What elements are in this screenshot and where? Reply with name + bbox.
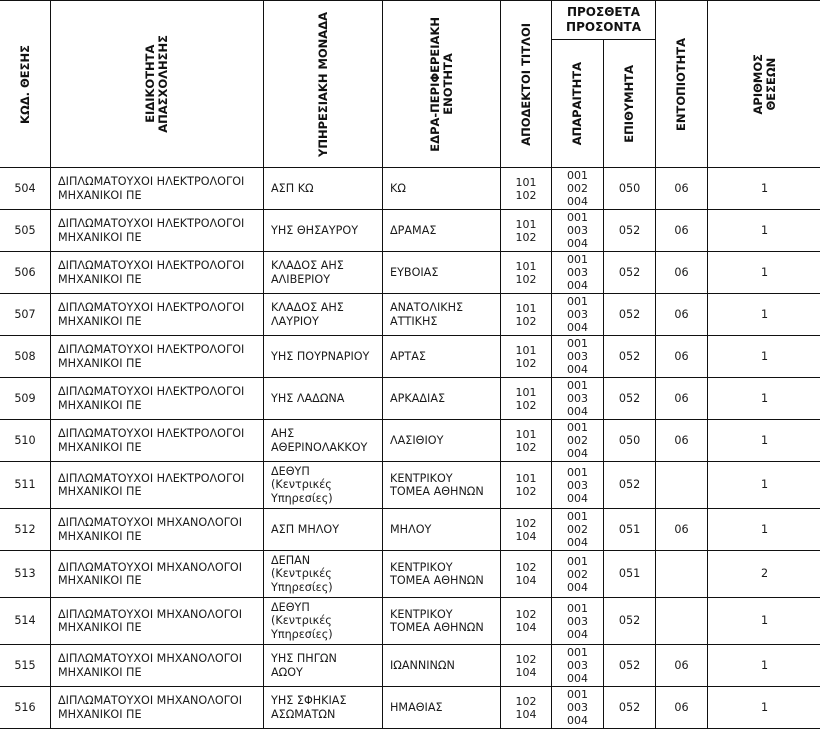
header-required bbox=[552, 40, 604, 168]
header-region bbox=[383, 1, 501, 168]
cell-unit: ΥΗΣ ΠΗΓΩΝ ΑΩΟΥ bbox=[264, 645, 383, 687]
cell-locality bbox=[656, 551, 708, 598]
cell-positions: 1 bbox=[708, 509, 820, 551]
cell-required: 001 002 004 bbox=[552, 168, 604, 210]
cell-required: 001 003 004 bbox=[552, 598, 604, 645]
cell-region: ΕΥΒΟΙΑΣ bbox=[383, 252, 501, 294]
cell-titles: 102 104 bbox=[501, 551, 552, 598]
cell-titles: 101 102 bbox=[501, 378, 552, 420]
cell-specialty: ΔΙΠΛΩΜΑΤΟΥΧΟΙ ΜΗΧΑΝΟΛΟΓΟΙ ΜΗΧΑΝΙΚΟΙ ΠΕ bbox=[51, 509, 264, 551]
header-specialty-label: ΕΙΔΙΚΟΤΗΤΑ ΑΠΑΣΧΟΛΗΣΗΣ bbox=[143, 35, 170, 133]
cell-positions: 1 bbox=[708, 252, 820, 294]
cell-code: 514 bbox=[0, 598, 51, 645]
cell-specialty: ΔΙΠΛΩΜΑΤΟΥΧΟΙ ΗΛΕΚΤΡΟΛΟΓΟΙ ΜΗΧΑΝΙΚΟΙ ΠΕ bbox=[51, 168, 264, 210]
cell-titles: 101 102 bbox=[501, 420, 552, 462]
cell-region: ΑΡΤΑΣ bbox=[383, 336, 501, 378]
cell-titles: 101 102 bbox=[501, 252, 552, 294]
cell-unit: ΑΣΠ ΚΩ bbox=[264, 168, 383, 210]
cell-positions: 1 bbox=[708, 645, 820, 687]
cell-specialty: ΔΙΠΛΩΜΑΤΟΥΧΟΙ ΗΛΕΚΤΡΟΛΟΓΟΙ ΜΗΧΑΝΙΚΟΙ ΠΕ bbox=[51, 462, 264, 509]
cell-region: ΔΡΑΜΑΣ bbox=[383, 210, 501, 252]
cell-specialty: ΔΙΠΛΩΜΑΤΟΥΧΟΙ ΜΗΧΑΝΟΛΟΓΟΙ ΜΗΧΑΝΙΚΟΙ ΠΕ bbox=[51, 598, 264, 645]
cell-required: 001 002 004 bbox=[552, 420, 604, 462]
cell-unit: ΔΕΠΑΝ (Κεντρικές Υπηρεσίες) bbox=[264, 551, 383, 598]
cell-titles: 101 102 bbox=[501, 294, 552, 336]
cell-code: 513 bbox=[0, 551, 51, 598]
cell-specialty: ΔΙΠΛΩΜΑΤΟΥΧΟΙ ΗΛΕΚΤΡΟΛΟΓΟΙ ΜΗΧΑΝΙΚΟΙ ΠΕ bbox=[51, 336, 264, 378]
table-row bbox=[0, 420, 820, 462]
cell-positions: 1 bbox=[708, 294, 820, 336]
header-desired bbox=[604, 40, 656, 168]
cell-locality bbox=[656, 598, 708, 645]
cell-unit: ΥΗΣ ΣΦΗΚΙΑΣ ΑΣΩΜΑΤΩΝ bbox=[264, 687, 383, 729]
cell-positions: 1 bbox=[708, 687, 820, 729]
table-row bbox=[0, 645, 820, 687]
cell-unit: ΚΛΑΔΟΣ ΑΗΣ ΛΑΥΡΙΟΥ bbox=[264, 294, 383, 336]
cell-code: 512 bbox=[0, 509, 51, 551]
cell-locality: 06 bbox=[656, 687, 708, 729]
header-titles bbox=[501, 1, 552, 168]
header-region-label: ΕΔΡΑ-ΠΕΡΙΦΕΡΕΙΑΚΗ ΕΝΟΤΗΤΑ bbox=[427, 16, 455, 152]
cell-region: ΚΕΝΤΡΙΚΟΥ ΤΟΜΕΑ ΑΘΗΝΩΝ bbox=[383, 462, 501, 509]
table-row bbox=[0, 687, 820, 729]
cell-region: ΜΗΛΟΥ bbox=[383, 509, 501, 551]
cell-required: 001 003 004 bbox=[552, 252, 604, 294]
header-code-label: ΚΩΔ. ΘΕΣΗΣ bbox=[17, 44, 32, 124]
cell-positions: 1 bbox=[708, 336, 820, 378]
cell-positions: 1 bbox=[708, 168, 820, 210]
cell-required: 001 003 004 bbox=[552, 378, 604, 420]
cell-specialty: ΔΙΠΛΩΜΑΤΟΥΧΟΙ ΜΗΧΑΝΟΛΟΓΟΙ ΜΗΧΑΝΙΚΟΙ ΠΕ bbox=[51, 645, 264, 687]
table-row bbox=[0, 378, 820, 420]
cell-unit: ΔΕΘΥΠ (Κεντρικές Υπηρεσίες) bbox=[264, 462, 383, 509]
header-positions-label: ΑΡΙΘΜΟΣ ΘΕΣΕΩΝ bbox=[750, 53, 778, 115]
cell-required: 001 002 004 bbox=[552, 509, 604, 551]
cell-locality: 06 bbox=[656, 645, 708, 687]
cell-region: ΛΑΣΙΘΙΟΥ bbox=[383, 420, 501, 462]
cell-unit: ΔΕΘΥΠ (Κεντρικές Υπηρεσίες) bbox=[264, 598, 383, 645]
header-unit-label: ΥΠΗΡΕΣΙΑΚΗ ΜΟΝΑΔΑ bbox=[315, 11, 330, 157]
cell-required: 001 003 004 bbox=[552, 210, 604, 252]
table-row bbox=[0, 294, 820, 336]
cell-locality: 06 bbox=[656, 210, 708, 252]
cell-titles: 101 102 bbox=[501, 462, 552, 509]
cell-titles: 102 104 bbox=[501, 645, 552, 687]
cell-titles: 101 102 bbox=[501, 168, 552, 210]
cell-region: ΚΩ bbox=[383, 168, 501, 210]
cell-positions: 1 bbox=[708, 598, 820, 645]
cell-specialty: ΔΙΠΛΩΜΑΤΟΥΧΟΙ ΗΛΕΚΤΡΟΛΟΓΟΙ ΜΗΧΑΝΙΚΟΙ ΠΕ bbox=[51, 420, 264, 462]
table-row bbox=[0, 598, 820, 645]
table-row bbox=[0, 509, 820, 551]
cell-desired: 052 bbox=[604, 378, 656, 420]
cell-locality: 06 bbox=[656, 420, 708, 462]
cell-unit: ΚΛΑΔΟΣ ΑΗΣ ΑΛΙΒΕΡΙΟΥ bbox=[264, 252, 383, 294]
cell-desired: 051 bbox=[604, 551, 656, 598]
header-desired-label: ΕΠΙΘΥΜΗΤΑ bbox=[622, 64, 636, 143]
cell-locality: 06 bbox=[656, 252, 708, 294]
header-required-label: ΑΠΑΡΑΙΤΗΤΑ bbox=[570, 61, 584, 146]
header-extra-qualifications: ΠΡΟΣΘΕΤΑ ΠΡΟΣΟΝΤΑ bbox=[552, 1, 656, 40]
cell-region: ΗΜΑΘΙΑΣ bbox=[383, 687, 501, 729]
cell-required: 001 003 004 bbox=[552, 687, 604, 729]
cell-region: ΑΝΑΤΟΛΙΚΗΣ ΑΤΤΙΚΗΣ bbox=[383, 294, 501, 336]
header-locality bbox=[656, 1, 708, 168]
table-body bbox=[0, 168, 820, 729]
cell-specialty: ΔΙΠΛΩΜΑΤΟΥΧΟΙ ΗΛΕΚΤΡΟΛΟΓΟΙ ΜΗΧΑΝΙΚΟΙ ΠΕ bbox=[51, 378, 264, 420]
cell-desired: 050 bbox=[604, 420, 656, 462]
cell-positions: 1 bbox=[708, 378, 820, 420]
cell-desired: 052 bbox=[604, 294, 656, 336]
cell-region: ΙΩΑΝΝΙΝΩΝ bbox=[383, 645, 501, 687]
table-row bbox=[0, 210, 820, 252]
cell-positions: 2 bbox=[708, 551, 820, 598]
cell-locality bbox=[656, 462, 708, 509]
cell-positions: 1 bbox=[708, 420, 820, 462]
header-locality-label: ΕΝΤΟΠΙΟΤΗΤΑ bbox=[674, 37, 689, 131]
cell-specialty: ΔΙΠΛΩΜΑΤΟΥΧΟΙ ΗΛΕΚΤΡΟΛΟΓΟΙ ΜΗΧΑΝΙΚΟΙ ΠΕ bbox=[51, 294, 264, 336]
cell-locality: 06 bbox=[656, 168, 708, 210]
table-row bbox=[0, 462, 820, 509]
cell-code: 507 bbox=[0, 294, 51, 336]
cell-code: 506 bbox=[0, 252, 51, 294]
cell-unit: ΥΗΣ ΠΟΥΡΝΑΡΙΟΥ bbox=[264, 336, 383, 378]
cell-code: 510 bbox=[0, 420, 51, 462]
cell-positions: 1 bbox=[708, 210, 820, 252]
cell-titles: 101 102 bbox=[501, 336, 552, 378]
cell-code: 515 bbox=[0, 645, 51, 687]
table-row bbox=[0, 551, 820, 598]
cell-code: 516 bbox=[0, 687, 51, 729]
cell-desired: 052 bbox=[604, 462, 656, 509]
cell-desired: 051 bbox=[604, 509, 656, 551]
cell-code: 511 bbox=[0, 462, 51, 509]
cell-required: 001 002 004 bbox=[552, 551, 604, 598]
cell-desired: 052 bbox=[604, 336, 656, 378]
cell-code: 504 bbox=[0, 168, 51, 210]
cell-desired: 052 bbox=[604, 252, 656, 294]
cell-code: 505 bbox=[0, 210, 51, 252]
cell-unit: ΥΗΣ ΛΑΔΩΝΑ bbox=[264, 378, 383, 420]
table-row bbox=[0, 252, 820, 294]
header-code bbox=[0, 1, 51, 168]
cell-unit: ΥΗΣ ΘΗΣΑΥΡΟΥ bbox=[264, 210, 383, 252]
cell-specialty: ΔΙΠΛΩΜΑΤΟΥΧΟΙ ΜΗΧΑΝΟΛΟΓΟΙ ΜΗΧΑΝΙΚΟΙ ΠΕ bbox=[51, 551, 264, 598]
table-row bbox=[0, 336, 820, 378]
cell-code: 509 bbox=[0, 378, 51, 420]
table-row bbox=[0, 168, 820, 210]
cell-desired: 052 bbox=[604, 687, 656, 729]
cell-specialty: ΔΙΠΛΩΜΑΤΟΥΧΟΙ ΜΗΧΑΝΟΛΟΓΟΙ ΜΗΧΑΝΙΚΟΙ ΠΕ bbox=[51, 687, 264, 729]
cell-positions: 1 bbox=[708, 462, 820, 509]
cell-unit: ΑΣΠ ΜΗΛΟΥ bbox=[264, 509, 383, 551]
cell-desired: 050 bbox=[604, 168, 656, 210]
header-positions bbox=[708, 1, 820, 168]
cell-required: 001 003 004 bbox=[552, 645, 604, 687]
cell-specialty: ΔΙΠΛΩΜΑΤΟΥΧΟΙ ΗΛΕΚΤΡΟΛΟΓΟΙ ΜΗΧΑΝΙΚΟΙ ΠΕ bbox=[51, 210, 264, 252]
cell-titles: 102 104 bbox=[501, 598, 552, 645]
cell-desired: 052 bbox=[604, 598, 656, 645]
cell-required: 001 003 004 bbox=[552, 336, 604, 378]
header-titles-label: ΑΠΟΔΕΚΤΟΙ ΤΙΤΛΟΙ bbox=[518, 22, 533, 146]
header-unit bbox=[264, 1, 383, 168]
cell-locality: 06 bbox=[656, 294, 708, 336]
cell-titles: 102 104 bbox=[501, 687, 552, 729]
cell-code: 508 bbox=[0, 336, 51, 378]
header-specialty bbox=[51, 1, 264, 168]
cell-region: ΑΡΚΑΔΙΑΣ bbox=[383, 378, 501, 420]
cell-desired: 052 bbox=[604, 645, 656, 687]
cell-region: ΚΕΝΤΡΙΚΟΥ ΤΟΜΕΑ ΑΘΗΝΩΝ bbox=[383, 598, 501, 645]
cell-unit: ΑΗΣ ΑΘΕΡΙΝΟΛΑΚΚΟΥ bbox=[264, 420, 383, 462]
cell-locality: 06 bbox=[656, 336, 708, 378]
cell-required: 001 003 004 bbox=[552, 294, 604, 336]
cell-specialty: ΔΙΠΛΩΜΑΤΟΥΧΟΙ ΗΛΕΚΤΡΟΛΟΓΟΙ ΜΗΧΑΝΙΚΟΙ ΠΕ bbox=[51, 252, 264, 294]
cell-titles: 102 104 bbox=[501, 509, 552, 551]
cell-required: 001 003 004 bbox=[552, 462, 604, 509]
cell-desired: 052 bbox=[604, 210, 656, 252]
cell-titles: 101 102 bbox=[501, 210, 552, 252]
cell-locality: 06 bbox=[656, 509, 708, 551]
cell-locality: 06 bbox=[656, 378, 708, 420]
cell-region: ΚΕΝΤΡΙΚΟΥ ΤΟΜΕΑ ΑΘΗΝΩΝ bbox=[383, 551, 501, 598]
